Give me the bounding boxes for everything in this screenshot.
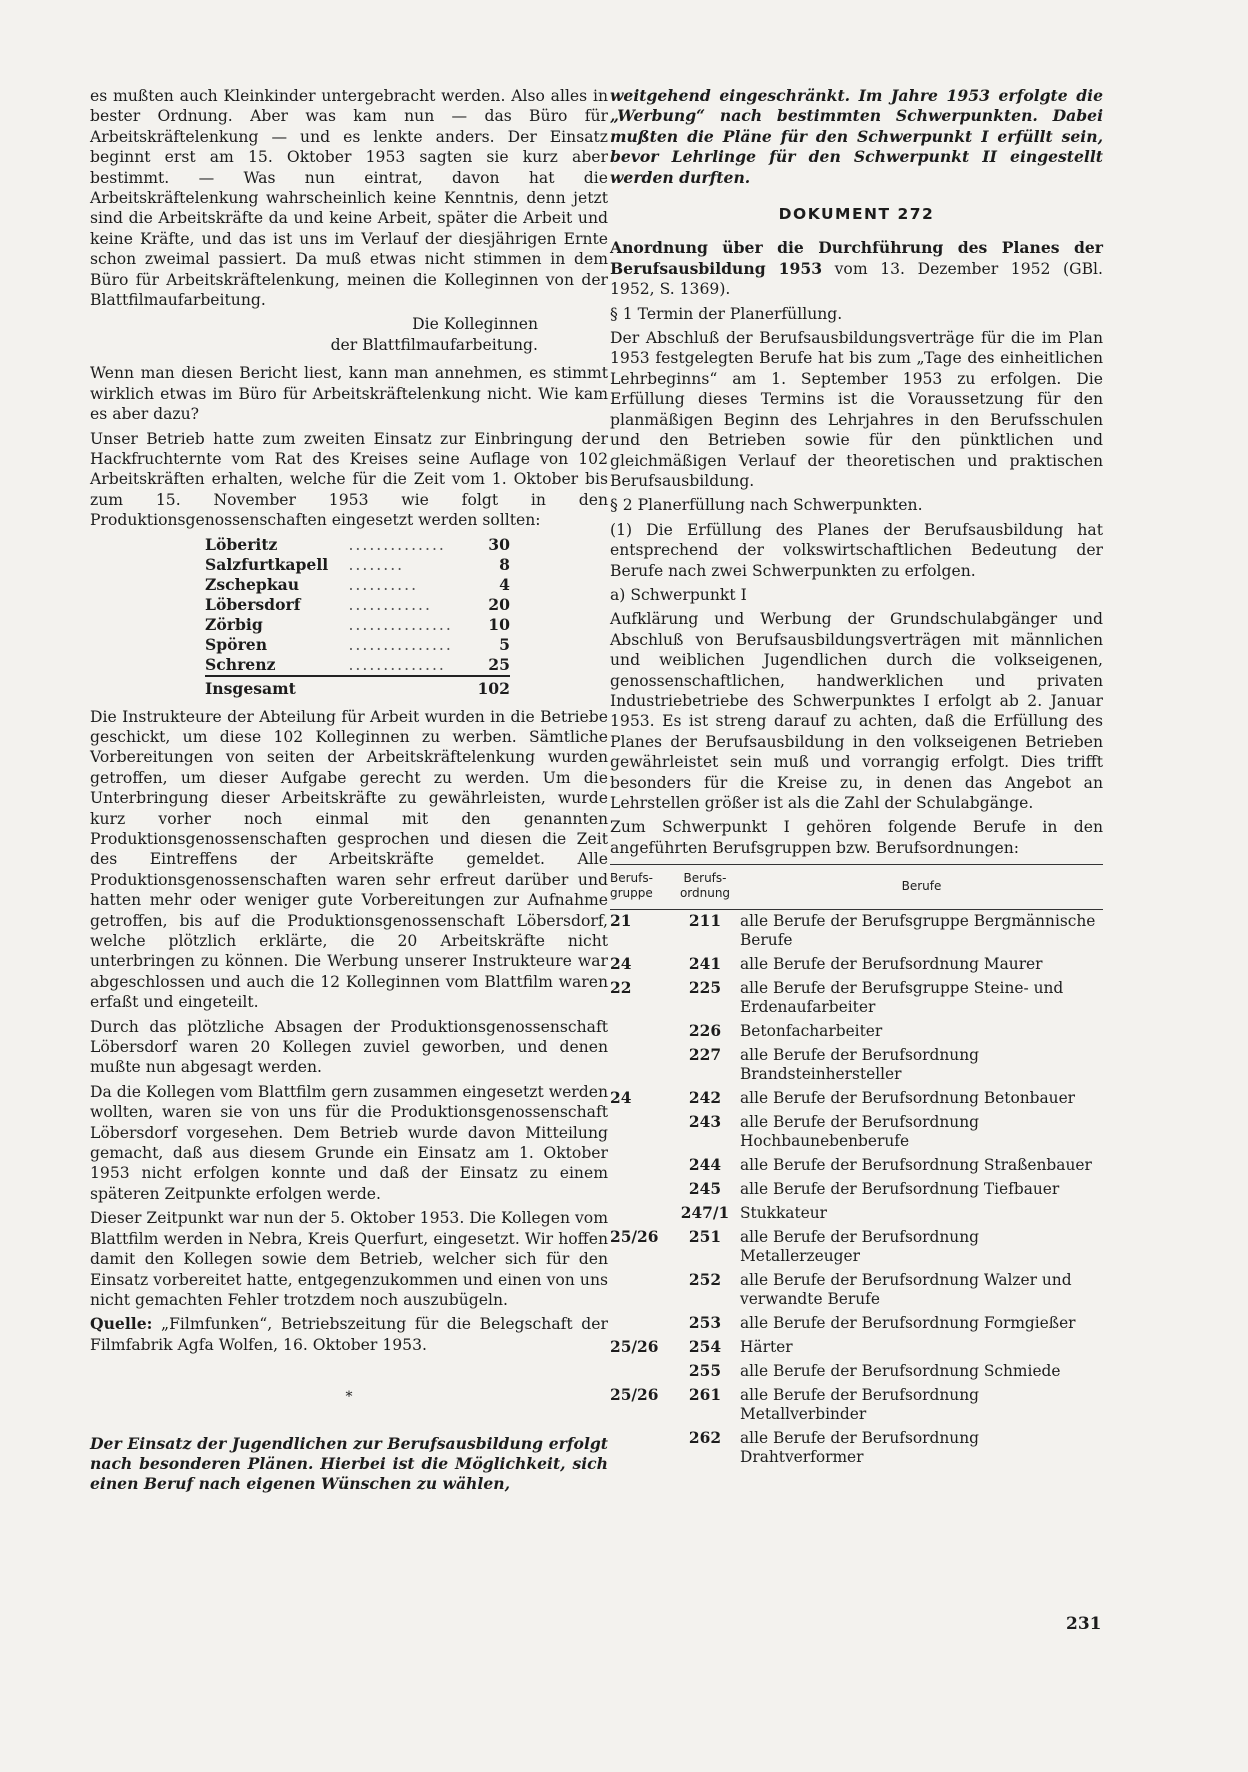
table-row	[610, 1154, 1103, 1178]
leader-dots: ..........	[348, 575, 419, 594]
distribution-row	[205, 535, 510, 555]
paragraph: es mußten auch Kleinkinder untergebracht werden. Also alles in bester Ordnung. Aber was kam nun — das Büro für Arbeitskräftelenkung — und es lenkte anders. Der Einsatz beginnt erst am 15. Oktober 1953 sagten sie kurz aber bestimmt. — Was nun eintrat, davon hat die Arbeitskräftelenkung wahrscheinlich keine Kenntnis, denn jetzt sind die Arbeitskräfte da und keine Arbeit, später die Arbeit und keine Kräfte, und das ist uns im Verlauf der diesjährigen Ernte schon zweimal passiert. Da muß etwas nicht stimmen in dem Büro für Arbeitskräftelenkung, meinen die Kolleginnen von der Blattfilmaufarbeitung.	[90, 87, 608, 310]
table-row	[610, 1360, 1103, 1384]
leader-dots: ..............	[348, 655, 446, 674]
berufsgruppe-cell	[610, 1427, 670, 1470]
table-row	[610, 1427, 1103, 1470]
berufe-cell: alle Berufe der Berufsordnung Hochbaunebenberufe	[740, 1113, 979, 1151]
italic-paragraph: weitgehend eingeschränkt. Im Jahre 1953 erfolgte die „Werbung“ nach bestimmten Schwerpunkten. Dabei mußten die Pläne für den Schwerpunkt I erfüllt sein, bevor Lehrlinge für den Schwerpunkt II eingestellt werden durften.	[610, 86, 1103, 187]
source-text: „Filmfunken“, Betriebszeitung für die Belegschaft der Filmfabrik Agfa Wolfen, 16. Oktober 1953.	[90, 1315, 608, 1354]
berufe-cell: alle Berufe der Berufsordnung Schmiede	[740, 1362, 1061, 1381]
berufsordnung-cell: 243	[688, 1113, 722, 1132]
worker-count: 10	[488, 614, 510, 634]
table-row	[610, 1044, 1103, 1087]
subsection-heading: a) Schwerpunkt I	[610, 585, 747, 604]
signature-line: Die Kolleginnen	[412, 315, 538, 334]
place-name: Zörbig	[205, 614, 263, 634]
worker-count: 5	[499, 634, 510, 654]
distribution-row	[205, 575, 510, 595]
left-column	[90, 86, 608, 1499]
berufe-cell: Betonfacharbeiter	[740, 1022, 883, 1041]
paragraph: Zum Schwerpunkt I gehören folgende Berufe in den angeführten Berufsgruppen bzw. Berufsordnungen:	[610, 818, 1103, 857]
table-row	[610, 953, 1103, 977]
berufsgruppe-cell	[610, 1111, 670, 1154]
worker-count: 30	[488, 534, 510, 554]
distribution-row	[205, 635, 510, 655]
table-row	[610, 1384, 1103, 1427]
berufe-cell: alle Berufe der Berufsordnung Formgießer	[740, 1314, 1076, 1333]
place-name: Spören	[205, 634, 268, 654]
leader-dots: ..............	[348, 535, 446, 554]
header-berufsordnung: Berufs- ordnung	[670, 865, 740, 910]
berufsordnung-cell: 242	[688, 1089, 722, 1108]
berufsgruppe-cell: 25/26	[610, 1386, 659, 1405]
berufe-cell: alle Berufe der Berufsgruppe Steine- und Erdenaufarbeiter	[740, 979, 1064, 1017]
berufsordnung-cell: 252	[688, 1271, 722, 1290]
berufe-cell: Härter	[740, 1338, 793, 1357]
distribution-row	[205, 615, 510, 635]
right-column	[610, 86, 1103, 1470]
leader-dots: ........	[348, 555, 405, 574]
berufe-table	[610, 864, 1103, 1470]
berufsgruppe-cell	[610, 1269, 670, 1312]
berufe-cell: Stukkateur	[740, 1204, 828, 1223]
berufsordnung-cell: 254	[688, 1338, 722, 1357]
berufsordnung-cell: 247/1	[680, 1204, 730, 1223]
berufsgruppe-cell: 24	[610, 1089, 632, 1108]
place-name: Löbersdorf	[205, 594, 301, 614]
paragraph: Aufklärung und Werbung der Grundschulabgänger und Abschluß von Berufsausbildungsverträgen mit männlichen und weiblichen Jugendlichen durch die volkseigenen, genossenschaftlichen, handwerklichen und privaten Industriebetriebe des Schwerpunktes I erfolgt ab 2. Januar 1953. Es ist streng darauf zu achten, daß die Erfüllung des Planes der Berufsausbildung in den volkseigenen Betrieben gewährleistet sein muß und vorrangig erfolgt. Dies trifft besonders für die Kreise zu, in denen das Angebot an Lehrstellen größer ist als die Zahl der Schulabgänge.	[610, 610, 1103, 812]
table-row	[610, 1020, 1103, 1044]
place-name: Schrenz	[205, 654, 276, 674]
paragraph: (1) Die Erfüllung des Planes der Berufsausbildung hat entsprechend der volkswirtschaftlichen Bedeutung der Berufe nach zwei Schwerpunkten zu erfolgen.	[610, 520, 1103, 580]
berufsgruppe-cell: 25/26	[610, 1338, 659, 1357]
berufsordnung-cell: 262	[688, 1429, 722, 1448]
berufsordnung-cell: 244	[688, 1156, 722, 1175]
ordinance-title: Anordnung über die Durchführung des Planes der Berufsausbildung 1953	[610, 238, 1103, 278]
signature-line: der Blattfilmaufarbeitung.	[330, 335, 538, 354]
berufsgruppe-cell: 25/26	[610, 1228, 659, 1247]
berufsordnung-cell: 255	[688, 1362, 722, 1381]
berufsgruppe-cell	[610, 1312, 670, 1336]
paragraph: Der Abschluß der Berufsausbildungsverträge für die im Plan 1953 festgelegten Berufe hat bis zum „Tage des einheitlichen Lehrbeginns“ am 1. September 1953 zu erfolgen. Die Erfüllung dieses Termins ist die Voraussetzung für den planmäßigen Beginn des Lehrjahres in den Berufsschulen und den Betrieben sowie für den pünktlichen und gleichmäßigen Verlauf der theoretischen und praktischen Berufsausbildung.	[610, 329, 1103, 490]
worker-count: 4	[499, 574, 510, 594]
table-row	[610, 1202, 1103, 1226]
document-title: DOKUMENT 272	[778, 205, 935, 224]
section-separator: *	[345, 1389, 353, 1406]
source-label: Quelle:	[90, 1314, 153, 1334]
berufe-cell: alle Berufe der Berufsordnung Maurer	[740, 955, 1043, 974]
leader-dots: ............	[348, 595, 432, 614]
berufsordnung-cell: 245	[688, 1180, 722, 1199]
section-heading: § 2 Planerfüllung nach Schwerpunkten.	[610, 496, 923, 515]
ordinance-reference: vom 13. Dezember 1952 (GBl. 1952, S. 1369).	[610, 259, 1103, 299]
berufsgruppe-cell: 24	[610, 955, 632, 974]
italic-paragraph: Der Einsatz der Jugendlichen zur Berufsausbildung erfolgt nach besonderen Plänen. Hierbei ist die Möglichkeit, sich einen Beruf nach eigenen Wünschen zu wählen,	[90, 1433, 608, 1494]
berufsgruppe-cell	[610, 1020, 670, 1044]
table-row	[610, 1336, 1103, 1360]
worker-count: 8	[499, 554, 510, 574]
header-berufsgruppe: Berufs- gruppe	[610, 865, 670, 910]
berufsordnung-cell: 261	[688, 1386, 722, 1405]
berufsordnung-cell: 227	[688, 1046, 722, 1065]
distribution-row	[205, 555, 510, 575]
table-header-row	[610, 865, 1103, 910]
table-row	[610, 1312, 1103, 1336]
berufsordnung-cell: 211	[688, 912, 722, 931]
berufsgruppe-cell: 22	[610, 979, 632, 998]
berufe-cell: alle Berufe der Berufsordnung Straßenbauer	[740, 1156, 1092, 1175]
distribution-row	[205, 655, 510, 676]
paragraph: Unser Betrieb hatte zum zweiten Einsatz zur Einbringung der Hackfruchternte vom Rat des Kreises seine Auflage von 102 Arbeitskräften erhalten, welche für die Zeit vom 1. Oktober bis zum 15. November 1953 wie folgt in den Produktionsgenossenschaften eingesetzt werden sollten:	[90, 429, 608, 530]
paragraph: Dieser Zeitpunkt war nun der 5. Oktober 1953. Die Kollegen vom Blattfilm werden in Nebra, Kreis Querfurt, eingesetzt. Wir hoffen damit den Kollegen sowie dem Betrieb, welcher sich für den Einsatz vorbereitet hatte, entgegenzukommen und einen von uns nicht gemachten Fehler trotzdem noch auszubügeln.	[90, 1209, 608, 1309]
worker-count: 25	[488, 654, 510, 674]
place-name: Zschepkau	[205, 574, 300, 594]
berufe-cell: alle Berufe der Berufsordnung Brandsteinhersteller	[740, 1046, 979, 1084]
distribution-table	[205, 535, 510, 699]
berufe-cell: alle Berufe der Berufsordnung Betonbauer	[740, 1089, 1076, 1108]
table-row	[610, 1111, 1103, 1154]
paragraph: Durch das plötzliche Absagen der Produktionsgenossenschaft Löbersdorf waren 20 Kollegen zuviel geworben, und denen mußte nun abgesagt werden.	[90, 1017, 608, 1077]
leader-dots: ...............	[348, 615, 453, 634]
source-note	[90, 1314, 608, 1355]
berufe-cell: alle Berufe der Berufsgruppe Bergmännische Berufe	[740, 912, 1096, 950]
berufsordnung-cell: 253	[688, 1314, 722, 1333]
table-row	[610, 910, 1103, 954]
paragraph: Die Instrukteure der Abteilung für Arbeit wurden in die Betriebe geschickt, um diese 102 Kolleginnen zu werben. Sämtliche Vorbereitungen von seiten der Arbeitskräftelenkung wurden getroffen, um dieser Aufgabe gerecht zu werden. Um die Unterbringung dieser Arbeitskräfte zu gewährleisten, wurde kurz vorher noch einmal mit den genannten Produktionsgenossenschaften gesprochen und diesen die Zeit des Eintreffens der Arbeitskräfte gemeldet. Alle Produktionsgenossenschaften waren sehr erfreut darüber und hatten mehr oder weniger gute Vorbereitungen zur Aufnahme getroffen, bis auf die Produktionsgenossenschaft Löbersdorf, welche plötzlich erklärte, die 20 Arbeitskräfte nicht unterbringen zu können. Die Werbung unserer Instrukteure war abgeschlossen und auch die 12 Kolleginnen vom Blattfilm waren erfaßt und eingeteilt.	[90, 707, 608, 1012]
header-berufe: Berufe	[740, 865, 1103, 910]
distribution-row	[205, 595, 510, 615]
table-row	[610, 1087, 1103, 1111]
berufsgruppe-cell	[610, 1154, 670, 1178]
berufsgruppe-cell	[610, 1178, 670, 1202]
signature	[90, 314, 538, 355]
paragraph: Wenn man diesen Bericht liest, kann man annehmen, es stimmt wirklich etwas im Büro für Arbeitskräftelenkung nicht. Wie kam es aber dazu?	[90, 364, 608, 424]
leader-dots: ...............	[348, 635, 453, 654]
berufe-cell: alle Berufe der Berufsordnung Metallverbinder	[740, 1386, 979, 1424]
berufsordnung-cell: 226	[688, 1022, 722, 1041]
berufsgruppe-cell	[610, 1360, 670, 1384]
berufe-cell: alle Berufe der Berufsordnung Walzer und verwandte Berufe	[740, 1271, 1072, 1309]
total-label: Insgesamt	[205, 676, 348, 699]
table-row	[610, 1178, 1103, 1202]
ordinance-heading	[610, 238, 1103, 299]
paragraph: Da die Kollegen vom Blattfilm gern zusammen eingesetzt werden wollten, waren sie von uns für die Produktionsgenossenschaft Löbersdorf vorgesehen. Dem Betrieb wurde davon Mitteilung gemacht, daß aus diesem Grunde ein Einsatz am 1. Oktober 1953 nicht erfolgen konnte und daß der Einsatz zu einem späteren Zeitpunkte erfolgen werde.	[90, 1082, 609, 1203]
berufe-cell: alle Berufe der Berufsordnung Metallerzeuger	[740, 1228, 979, 1266]
total-value: 102	[470, 676, 510, 699]
place-name: Löberitz	[205, 534, 278, 554]
berufe-cell: alle Berufe der Berufsordnung Drahtverformer	[740, 1429, 979, 1467]
distribution-total-row	[205, 676, 510, 699]
berufsgruppe-cell	[610, 1202, 670, 1226]
berufsordnung-cell: 225	[688, 979, 722, 998]
page-number: 231	[1066, 1614, 1102, 1634]
table-row	[610, 977, 1103, 1020]
berufsordnung-cell: 251	[688, 1228, 722, 1247]
table-row	[610, 1269, 1103, 1312]
berufsgruppe-cell	[610, 1044, 670, 1087]
place-name: Salzfurtkapell	[205, 554, 329, 574]
berufsordnung-cell: 241	[688, 955, 722, 974]
berufe-cell: alle Berufe der Berufsordnung Tiefbauer	[740, 1180, 1060, 1199]
table-row	[610, 1226, 1103, 1269]
worker-count: 20	[488, 594, 510, 614]
section-heading: § 1 Termin der Planerfüllung.	[610, 304, 843, 323]
berufsgruppe-cell: 21	[610, 912, 632, 931]
